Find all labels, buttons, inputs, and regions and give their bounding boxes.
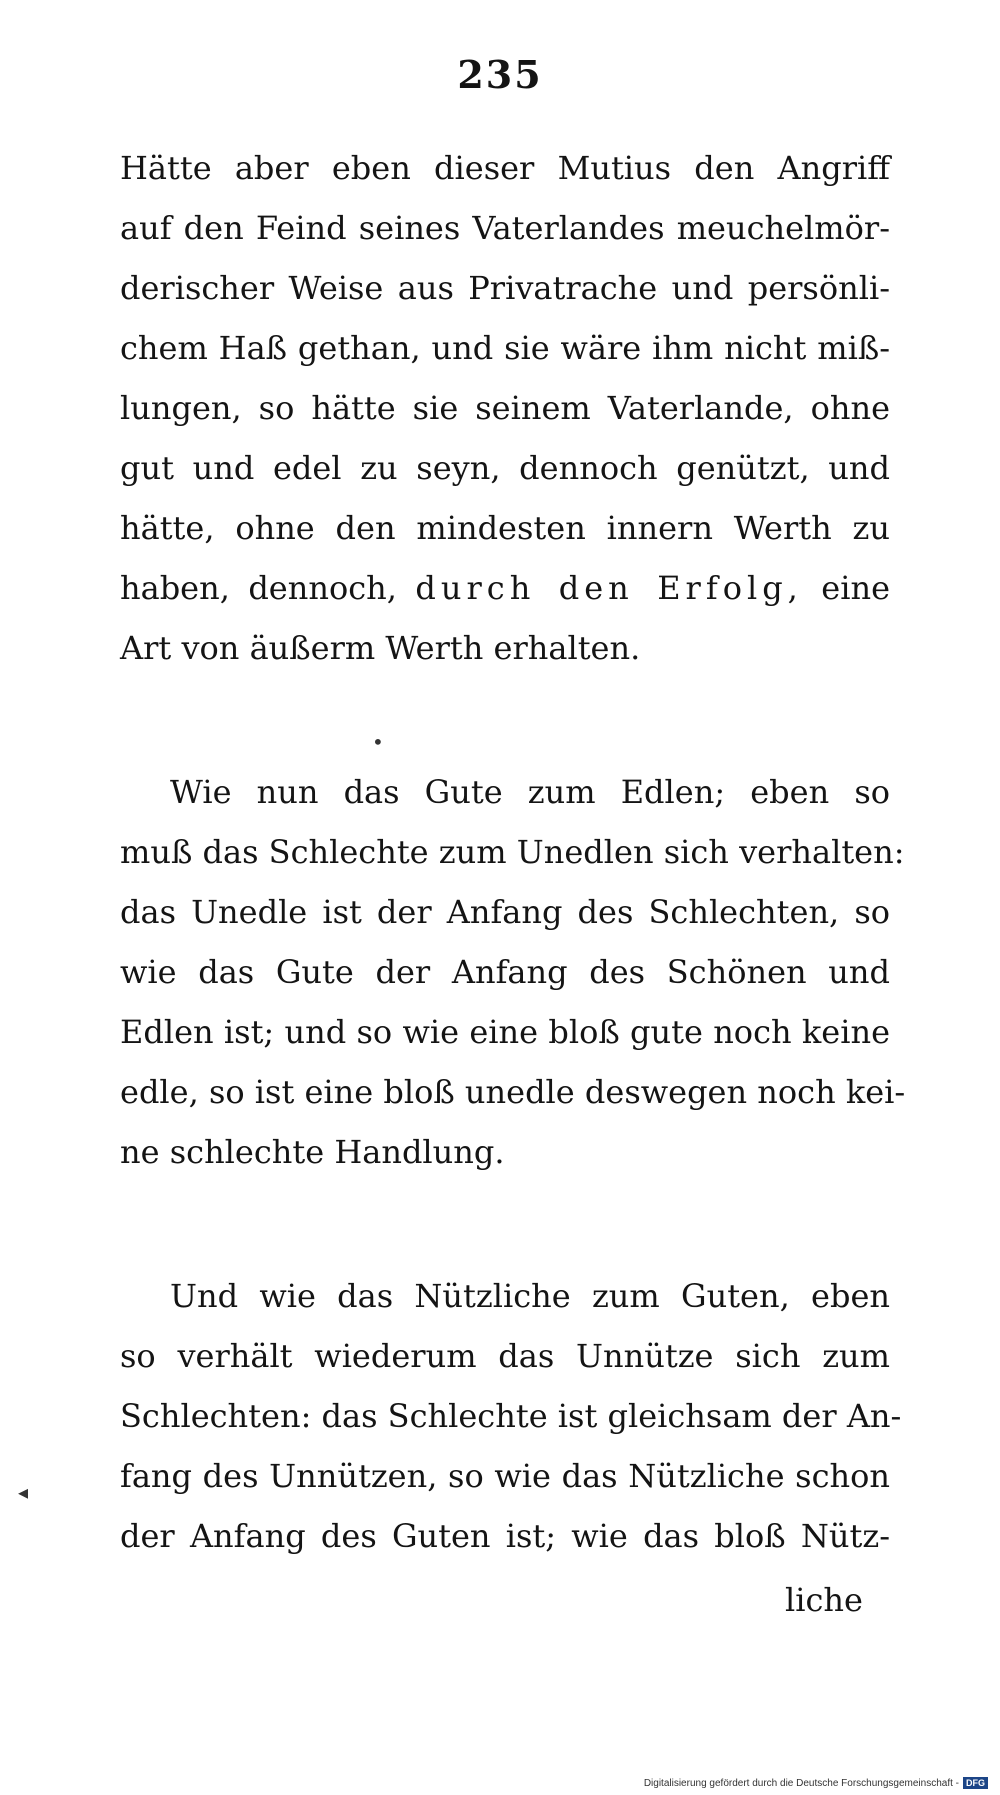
- text-line: edle, so ist eine bloß unedle deswegen noch kei-: [120, 1073, 906, 1111]
- text-line: derischer Weise aus Privatrache und persönli-: [120, 269, 890, 307]
- paragraph-1: [120, 138, 890, 678]
- text-line: das Unedle ist der Anfang des Schlechten, so: [120, 893, 890, 931]
- ink-speck: ◂: [18, 1480, 29, 1504]
- paragraph-2: [120, 762, 906, 1182]
- text-line: ne schlechte Handlung.: [120, 1133, 505, 1171]
- text-line: Und wie das Nützliche zum Guten, eben: [170, 1277, 890, 1315]
- text-line: wie das Gute der Anfang des Schönen und: [120, 953, 890, 991]
- text-line: Wie nun das Gute zum Edlen; eben so: [170, 773, 890, 811]
- text-line: Art von äußerm Werth erhalten.: [120, 629, 641, 667]
- paragraph-3: [120, 1266, 902, 1566]
- text-line: Edlen ist; und so wie eine bloß gute noch keine: [120, 1013, 890, 1051]
- text-line: lungen, so hätte sie seinem Vaterlande, ohne: [120, 389, 890, 427]
- text-line: chem Haß gethan, und sie wäre ihm nicht miß-: [120, 329, 890, 367]
- page-number: 235: [457, 52, 543, 97]
- emphasized-text: durch den Erfolg,: [415, 569, 803, 607]
- text-line: auf den Feind seines Vaterlandes meuchelmör-: [120, 209, 890, 247]
- text-line-emphasis: [120, 558, 890, 618]
- ink-speck: •: [372, 730, 384, 754]
- dfg-logo: DFG: [963, 1777, 988, 1789]
- footer-credit: Digitalisierung gefördert durch die Deutsche Forschungsgemeinschaft -: [643, 1777, 959, 1789]
- catchword: liche: [785, 1581, 863, 1619]
- text-line: Schlechten: das Schlechte ist gleichsam der An-: [120, 1397, 902, 1435]
- text-segment: eine: [821, 569, 891, 607]
- text-line: der Anfang des Guten ist; wie das bloß Nütz-: [120, 1517, 890, 1555]
- text-segment: haben, dennoch,: [120, 569, 397, 607]
- text-line: gut und edel zu seyn, dennoch genützt, und: [120, 449, 890, 487]
- digitization-footer: [644, 1777, 988, 1789]
- text-line: hätte, ohne den mindesten innern Werth zu: [120, 509, 890, 547]
- text-line: so verhält wiederum das Unnütze sich zum: [120, 1337, 890, 1375]
- text-line: muß das Schlechte zum Unedlen sich verhalten:: [120, 833, 905, 871]
- text-line: Hätte aber eben dieser Mutius den Angriff: [120, 149, 890, 187]
- text-line: fang des Unnützen, so wie das Nützliche schon: [120, 1457, 890, 1495]
